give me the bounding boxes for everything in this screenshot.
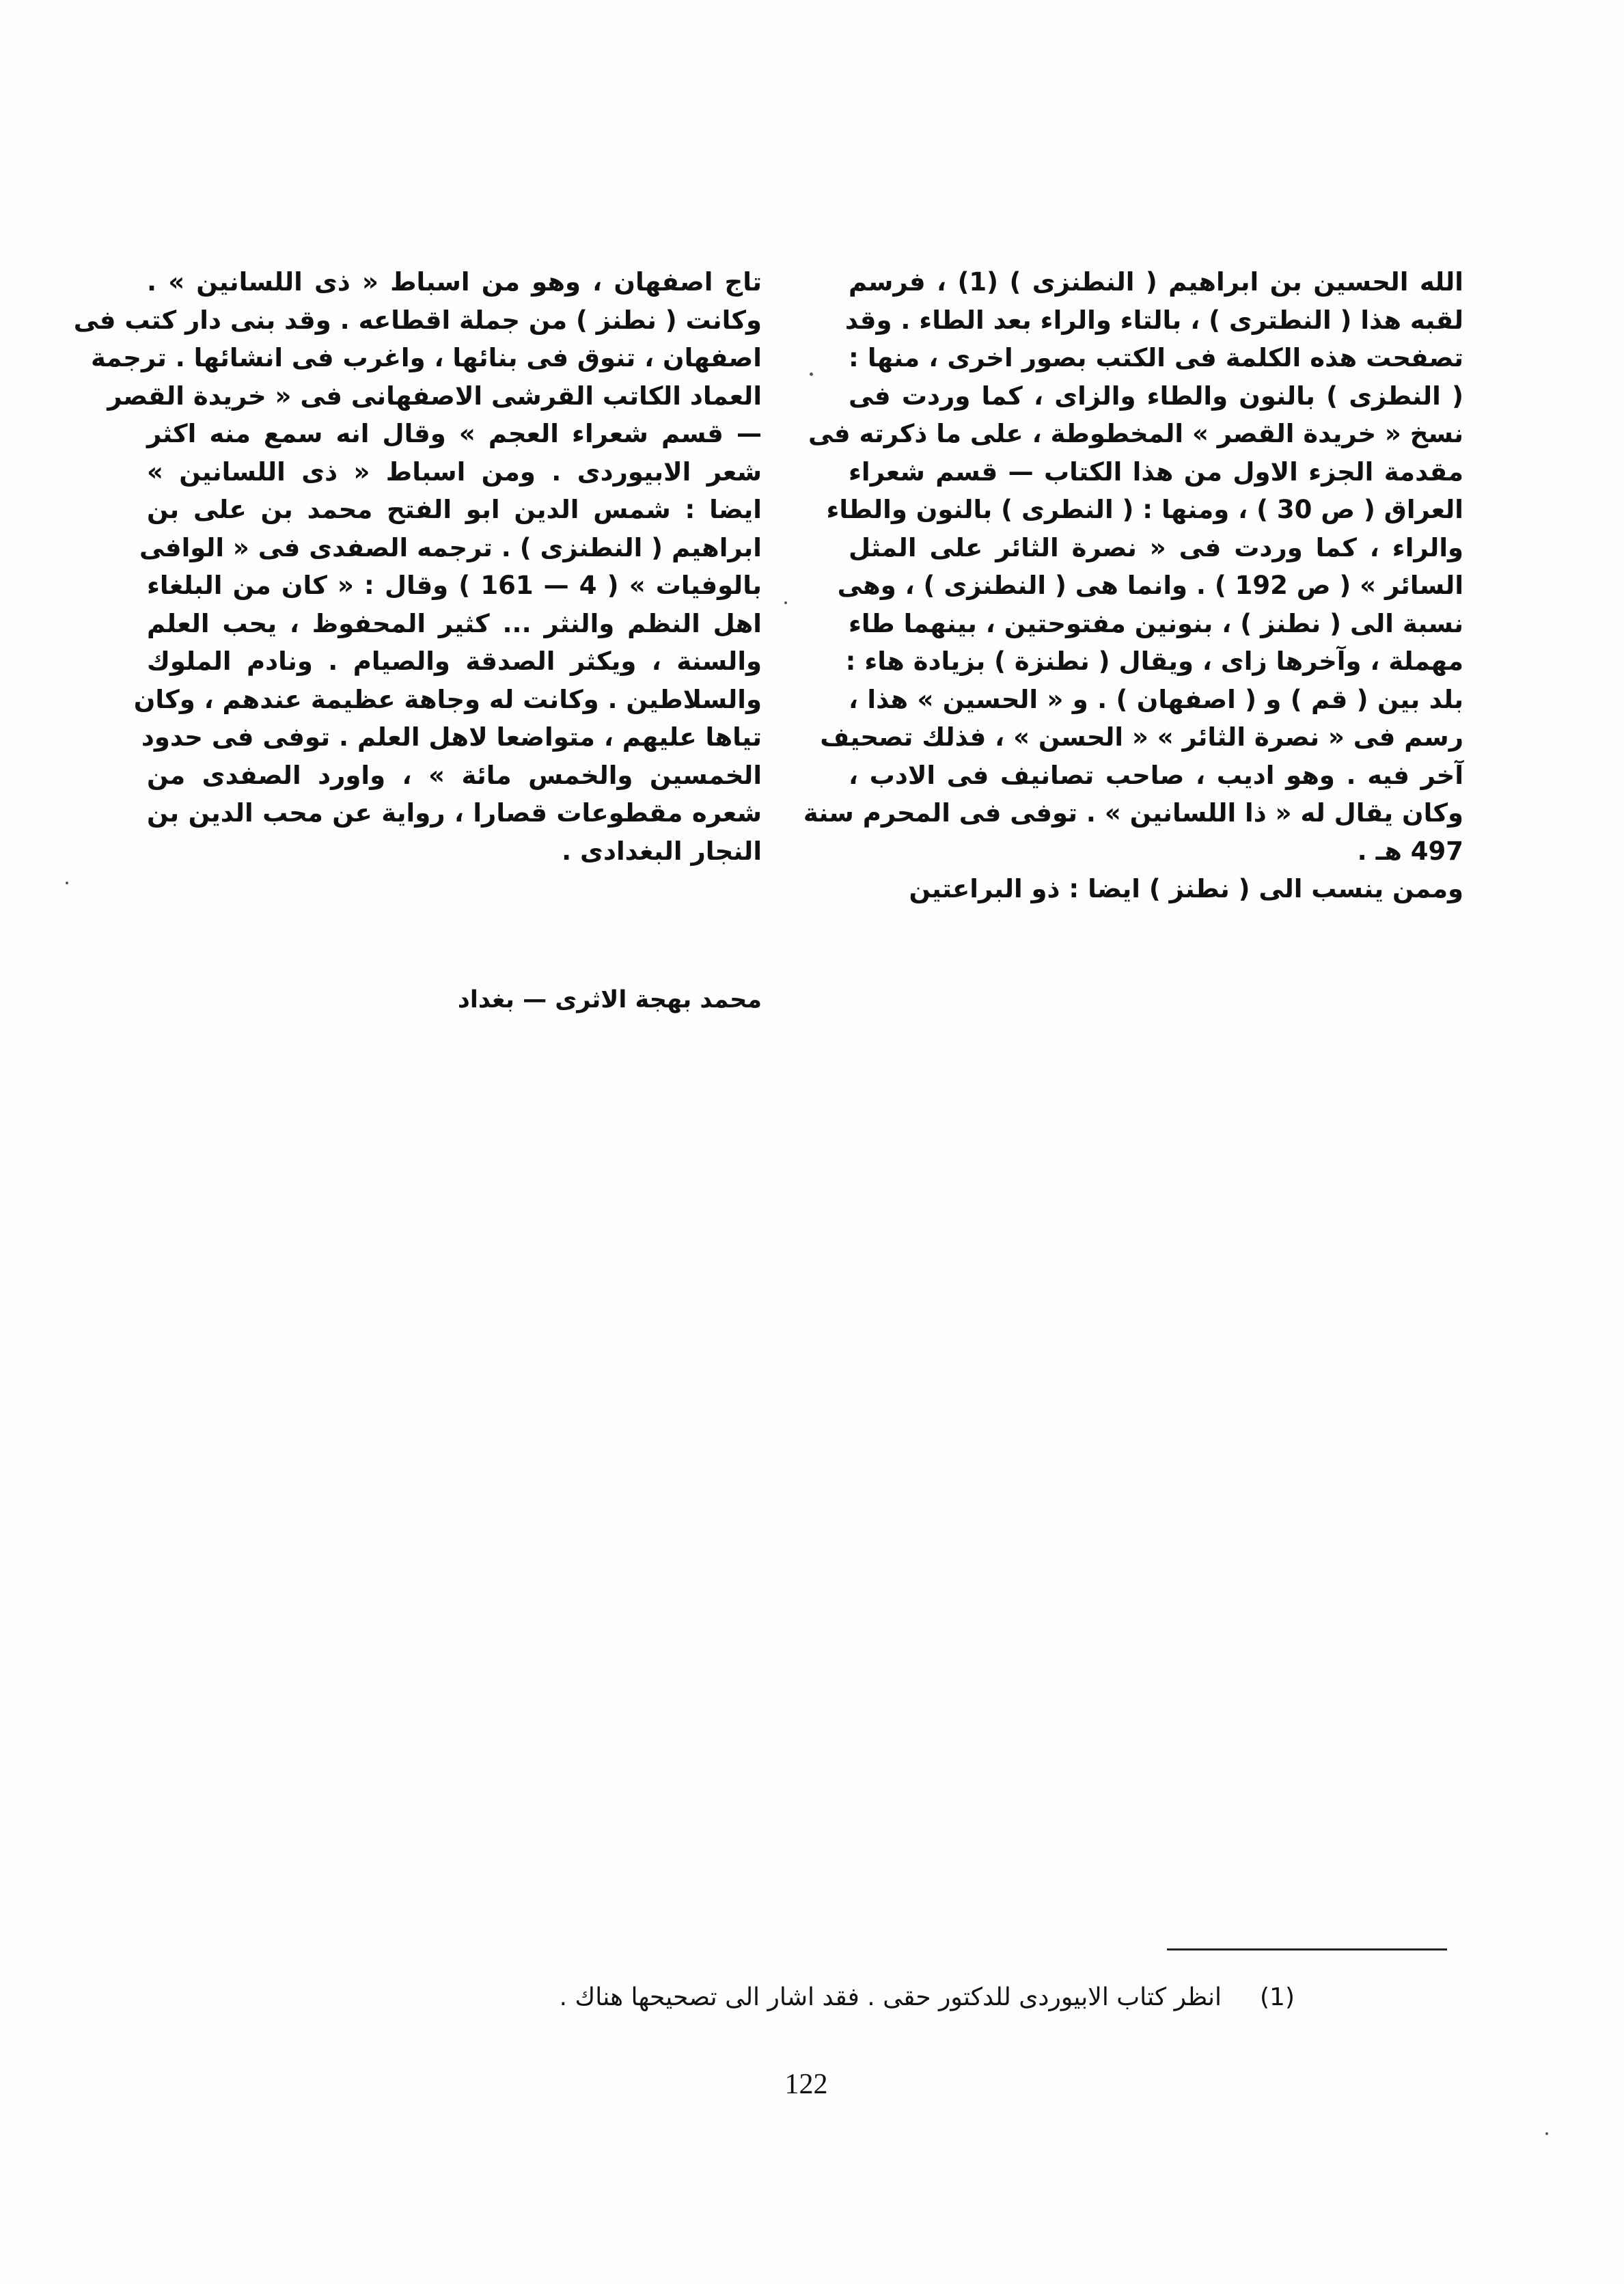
text-line: ابراهيم ( النطنزى ) . ترجمه الصفدى فى « الوافى xyxy=(139,532,762,562)
text-line: اهل النظم والنثر ... كثير المحفوظ ، يحب العلم xyxy=(147,608,762,638)
right-text-column xyxy=(803,263,1463,908)
text-line: لقبه هذا ( النطترى ) ، بالتاء والراء بعد الطاء . وقد xyxy=(844,305,1463,335)
scan-speck xyxy=(1545,2132,1548,2135)
text-line: السائر » ( ص 192 ) . وانما هى ( النطنزى ) ، وهى xyxy=(837,571,1463,600)
text-line: نسبة الى ( نطنز ) ، بنونين مفتوحتين ، بينهما طاء xyxy=(849,608,1463,638)
text-line: بالوفيات » ( 4 — 161 ) وقال : « كان من البلغاء xyxy=(147,571,762,600)
text-line: تياها عليهم ، متواضعا لاهل العلم . توفى فى حدود xyxy=(141,722,762,752)
text-line: آخر فيه . وهو اديب ، صاحب تصانيف فى الادب ، xyxy=(849,760,1463,790)
page-number: 122 xyxy=(784,2069,828,2100)
scan-speck xyxy=(810,372,813,376)
text-line: نسخ « خريدة القصر » المخطوطة ، على ما ذكرته فى xyxy=(808,419,1463,448)
text-line: 497 هـ . xyxy=(1357,836,1463,866)
footnote-text: انظر كتاب الابيوردى للدكتور حقى . فقد اشار الى تصحيحها هناك . xyxy=(559,1983,1222,2011)
text-line: ايضا : شمس الدين ابو الفتح محمد بن على بن xyxy=(147,495,762,524)
footnote-number: (1) xyxy=(1260,1983,1295,2011)
text-line: اصفهان ، تنوق فى بنائها ، واغرب فى انشائها . ترجمة xyxy=(91,343,762,372)
text-line: العراق ( ص 30 ) ، ومنها : ( النطرى ) بالنون والطاء xyxy=(826,495,1463,524)
scan-speck xyxy=(66,882,68,884)
text-line: رسم فى « نصرة الثائر » « الحسن » ، فذلك تصحيف xyxy=(820,722,1463,752)
text-line: والسلاطين . وكانت له وجاهة عظيمة عندهم ، وكان xyxy=(133,684,762,714)
left-text-column xyxy=(73,263,762,870)
text-line: بلد بين ( قم ) و ( اصفهان ) . و « الحسين » هذا ، xyxy=(849,684,1463,714)
text-line: وكانت ( نطنز ) من جملة اقطاعه . وقد بنى دار كتب فى xyxy=(73,305,762,335)
text-line: شعره مقطوعات قصارا ، رواية عن محب الدين بن xyxy=(147,798,762,828)
text-line: مهملة ، وآخرها زاى ، ويقال ( نطنزة ) بزيادة هاء : xyxy=(845,647,1463,676)
text-line: — قسم شعراء العجم » وقال انه سمع منه اكثر xyxy=(147,419,762,448)
text-line: الله الحسين بن ابراهيم ( النطنزى ) (1) ، فرسم xyxy=(849,267,1463,297)
author-signature: محمد بهجة الاثرى — بغداد xyxy=(457,986,762,1014)
text-line: العماد الكاتب القرشى الاصفهانى فى « خريدة القصر xyxy=(107,381,762,411)
text-line: والسنة ، ويكثر الصدقة والصيام . ونادم الملوك xyxy=(147,647,762,676)
text-line: تاج اصفهان ، وهو من اسباط « ذى اللسانين » . xyxy=(147,267,762,297)
text-line: ( النطزى ) بالنون والطاء والزاى ، كما وردت فى xyxy=(849,381,1463,411)
text-line: النجار البغدادى . xyxy=(562,836,762,866)
text-line: تصفحت هذه الكلمة فى الكتب بصور اخرى ، منها : xyxy=(849,343,1463,372)
text-line: وكان يقال له « ذا اللسانين » . توفى فى المحرم سنة xyxy=(803,798,1463,828)
text-line: والراء ، كما وردت فى « نصرة الثائر على المثل xyxy=(849,532,1463,562)
text-line: الخمسين والخمس مائة » ، واورد الصفدى من xyxy=(147,760,762,790)
footnote xyxy=(383,1981,1295,2015)
text-line: وممن ينسب الى ( نطنز ) ايضا : ذو البراعتين xyxy=(909,874,1463,903)
footnote-divider xyxy=(1167,1948,1447,1950)
text-line: مقدمة الجزء الاول من هذا الكتاب — قسم شعراء xyxy=(849,457,1463,487)
text-line: شعر الابيوردى . ومن اسباط « ذى اللسانين » xyxy=(147,457,762,487)
scan-speck xyxy=(784,601,787,604)
